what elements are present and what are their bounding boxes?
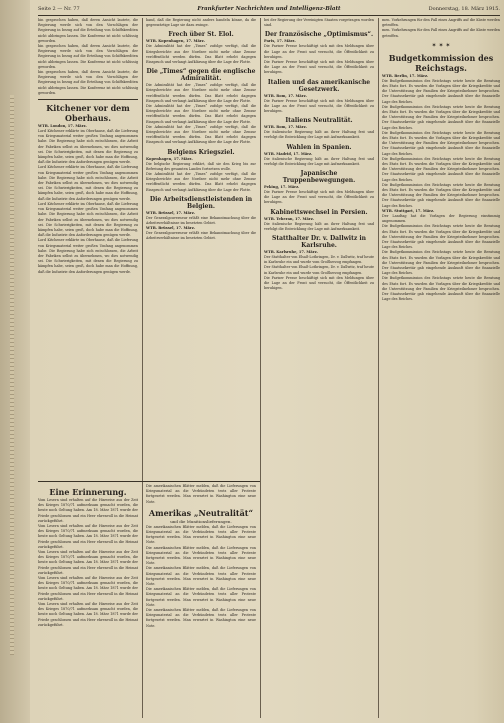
col4-intro: men. Vorkehrungen für den Fall eines Angriffs auf die Küste werden getroffen. [382,18,500,28]
page-header [38,4,500,16]
col2-dateline: WTB. Kopenhagen, 17. März. [146,39,205,44]
col3-body-f-cont: Der Statthalter von Elsaß-Lothringen, Dr. v. Dallwitz, traf heute in Karlsruhe ein und wurde vom Großherzog empfangen. [264,265,374,275]
column-1-bottom [38,484,138,718]
col3-dateline-d: Peking, 17. März. [264,185,300,190]
col3-dateline-a: WTB. Rom, 17. März. [264,93,307,98]
col4-intro-cont: men. Vorkehrungen für den Fall eines Angriffs auf die Küste werden getroffen. [382,28,500,38]
col2-body-d: Der Generalgouverneur erläßt eine Bekanntmachung über die Arbeitsverhältnisse im besetzten Gebiet. [146,231,256,241]
col1-body-2-cont3: Vom Lesern sind erhalten auf die Hinweise aus der Zeit des Krieges 1870/71 aufmerksam gemacht worden, die heute noch Geltung haben. Am 18. März 1871 wurde der Friede geschlossen und ein Heer ehrenvoll in die Heimat zurückgeführt. [38,576,138,601]
col4-body-cont6: Die Budgetkommission des Reichstags setzte heute die Beratung des Etats fort. Es wurden die Vorlagen über die Kriegskredite und die Unterstützung der Familien der Kriegsteilnehmer besprochen. Der Staatssekretär gab eingehende Auskunft über die finanzielle Lage des Reiches. [382,250,500,276]
col3-dateline-b: WTB. Rom, 17. März. [264,125,307,130]
col2-body-a-cont: Die Admiralität hat der „Times“ zufolge verfügt, daß die Kriegsberichte aus der Nordsee nicht mehr ohne Zensur veröffentlicht werden dürfen. Das Blatt erhebt dagegen Einspruch und verlangt Aufklärung über die Lage der Flotte. [146,104,256,124]
column-1-top [38,18,138,478]
col2-body-2-cont3: Die amerikanischen Blätter melden, daß die Lieferungen von Kriegsmaterial an die Verbündeten trotz aller Proteste fortgesetzt werden. Man erwartet in Washington eine neue Note. [146,587,256,607]
col2-body-c: Der Generalgouverneur erläßt eine Bekanntmachung über die Arbeitsverhältnisse im besetzten Gebiet. [146,215,256,226]
column-rule-1 [142,18,143,718]
page-number: Seite 2 — Nr. 77 [38,6,80,12]
issue-date: Donnerstag, 18. März 1915. [428,6,500,12]
col2-headline-a: Die „Times“ gegen die englische Admiralität. [146,68,256,83]
masthead-title: Frankfurter Nachrichten und Intelligenz-Blatt [197,6,341,12]
col4-body-cont7: Die Budgetkommission des Reichstags setzte heute die Beratung des Etats fort. Es wurden die Vorlagen über die Kriegskredite und die Unterstützung der Familien der Kriegsteilnehmer besprochen. Der Staatssekretär gab eingehende Auskunft über die finanzielle Lage des Reiches. [382,276,500,302]
col2-subhead-2: und die Munitionslieferungen. [170,518,232,524]
col1-headline: Kitchener vor dem Oberhaus. [46,103,130,124]
col1-body-cont3: Lord Kitchener erklärte im Oberhause, daß die Lieferung von Kriegsmaterial weiter großen Umfang angenommen habe. Die Regierung habe sich entschlossen, die Arbeit der Fabriken selbst zu übernehmen, wo dies notwendig sei. Die Schwierigkeiten, mit denen die Regierung zu kämpfen habe, seien groß, doch habe man die Hoffnung, daß die Industrie den Anforderungen genügen werde. [38,238,138,274]
column-3 [264,18,374,718]
col1-body: Lord Kitchener erklärte im Oberhause, daß die Lieferung von Kriegsmaterial weiter großen Umfang angenommen habe. Die Regierung habe sich entschlossen, die Arbeit der Fabriken selbst zu übernehmen, wo dies notwendig sei. Die Schwierigkeiten, mit denen die Regierung zu kämpfen habe, seien groß, doch habe man die Hoffnung, daß die Industrie den Anforderungen genügen werde. [38,129,138,165]
col1-body-2-cont4: Vom Lesern sind erhalten auf die Hinweise aus der Zeit des Krieges 1870/71 aufmerksam gemacht worden, die heute noch Geltung haben. Am 18. März 1871 wurde der Friede geschlossen und ein Heer ehrenvoll in die Heimat zurückgeführt. [38,602,138,627]
column-rule-2 [260,18,261,718]
binding-stack [10,95,14,655]
col3-body-e: Die italienische Regierung hält an ihrer Haltung fest und verfolgt die Entwicklung der Lage mit Aufmerksamkeit. [264,221,374,231]
col3-headline-a: Italien und das amerikanische Gesetzwerk. [267,78,371,93]
col3-dateline-e: WTB. Teheran, 17. März. [264,216,315,221]
col2-body-b-cont: Die Admiralität hat der „Times“ zufolge verfügt, daß die Kriegsberichte aus der Nordsee nicht mehr ohne Zensur veröffentlicht werden dürfen. Das Blatt erhebt dagegen Einspruch und verlangt Aufklärung über die Lage der Flotte. [146,172,256,192]
col3-intro: bei der Regierung der Vereinigten Staaten vorgetragen worden sind. [264,18,374,28]
col3-body: Die Pariser Presse beschäftigt sich mit den Meldungen über die Lage an der Front und versucht, die Öffentlichkeit zu beruhigen. [264,44,374,59]
col3-body-f-cont2: Die Pariser Presse beschäftigt sich mit den Meldungen über die Lage an der Front und versucht, die Öffentlichkeit zu beruhigen. [264,275,374,291]
binding-edge [0,0,30,723]
col2-filler: Die Admiralität hat der „Times“ zufolge verfügt, daß die Kriegsberichte aus der Nordsee nicht mehr ohne Zensur veröffentlicht werden dürfen. Das Blatt erhebt dagegen Einspruch und verlangt Aufklärung über die Lage der Flotte. [146,44,256,65]
col1-dateline: WTB. London, 17. März. [38,124,87,129]
col3-body-c: Die italienische Regierung hält an ihrer Haltung fest und verfolgt die Entwicklung der Lage mit Aufmerksamkeit. [264,156,374,166]
col2-headline-c: Die Arbeitsdienstleistenden in Belgien. [149,195,253,210]
col3-headline-b: Italiens Neutralität. [285,117,353,125]
col4-dateline: WTB. Berlin, 17. März. [382,73,429,78]
col3-body-cont: Die Pariser Presse beschäftigt sich mit den Meldungen über die Lage an der Front und versucht, die Öffentlichkeit zu beruhigen. [264,60,374,75]
col4-body: Die Budgetkommission des Reichstags setzte heute die Beratung des Etats fort. Es wurden die Vorlagen über die Kriegskredite und die Unterstützung der Familien der Kriegsteilnehmer besprochen. Der Staatssekretär gab eingehende Auskunft über die finanzielle Lage des Reiches. [382,78,500,104]
divider [38,99,138,100]
col3-headline-d: Japanische Truppenbewegungen. [282,170,356,185]
col1-body-cont: Lord Kitchener erklärte im Oberhause, daß die Lieferung von Kriegsmaterial weiter großen Umfang angenommen habe. Die Regierung habe sich entschlossen, die Arbeit der Fabriken selbst zu übernehmen, wo dies notwendig sei. Die Schwierigkeiten, mit denen die Regierung zu kämpfen habe, seien groß, doch habe man die Hoffnung, daß die Industrie den Anforderungen genügen werde. [38,165,138,201]
col3-body-f: Der Statthalter von Elsaß-Lothringen, Dr. v. Dallwitz, traf heute in Karlsruhe ein und wurde vom Großherzog empfangen. [264,255,374,265]
col4-headline: Budgetkommission des Reichstags. [388,52,494,73]
col4-body-cont3: Die Budgetkommission des Reichstags setzte heute die Beratung des Etats fort. Es wurden die Vorlagen über die Kriegskredite und die Unterstützung der Familien der Kriegsteilnehmer besprochen. Der Staatssekretär gab eingehende Auskunft über die finanzielle Lage des Reiches. [382,156,500,182]
col2-headline: Frech über St. Elol. [168,31,234,39]
column-4 [382,18,500,718]
col4-body-cont2: Die Budgetkommission des Reichstags setzte heute die Beratung des Etats fort. Es wurden die Vorlagen über die Kriegskredite und die Unterstützung der Familien der Kriegsteilnehmer besprochen. Der Staatssekretär gab eingehende Auskunft über die finanzielle Lage des Reiches. [382,130,500,156]
col2-body-a: Die Admiralität hat der „Times“ zufolge verfügt, daß die Kriegsberichte aus der Nordsee nicht mehr ohne Zensur veröffentlicht werden dürfen. Das Blatt erhebt dagegen Einspruch und verlangt Aufklärung über die Lage der Flotte. [146,83,256,103]
col1-body-2-cont2: Vom Lesern sind erhalten auf die Hinweise aus der Zeit des Krieges 1870/71 aufmerksam gemacht worden, die heute noch Geltung haben. Am 18. März 1871 wurde der Friede geschlossen und ein Heer ehrenvoll in die Heimat zurückgeführt. [38,550,138,575]
col4-body-cont: Die Budgetkommission des Reichstags setzte heute die Beratung des Etats fort. Es wurden die Vorlagen über die Kriegskredite und die Unterstützung der Familien der Kriegsteilnehmer besprochen. Der Staatssekretär gab eingehende Auskunft über die finanzielle Lage des Reiches. [382,104,500,130]
col3-headline-f: Statthalter Dr. v. Dallwitz in Karlsruhe. [272,235,366,250]
col3-headline-e: Kabinettswechsel in Persien. [270,208,368,216]
col4-body-cont5: Die Budgetkommission des Reichstags setzte heute die Beratung des Etats fort. Es wurden die Vorlagen über die Kriegskredite und die Unterstützung der Familien der Kriegsteilnehmer besprochen. Der Staatssekretär gab eingehende Auskunft über die finanzielle Lage des Reiches. [382,224,500,250]
col1-body-2: Vom Lesern sind erhalten auf die Hinweise aus der Zeit des Krieges 1870/71 aufmerksam gemacht worden, die heute noch Geltung haben. Am 18. März 1871 wurde der Friede geschlossen und ein Heer ehrenvoll in die Heimat zurückgeführt. [38,498,138,523]
col2-dateline-c: WTB. Brüssel, 17. März. [146,210,195,215]
column-2-bottom [146,484,256,718]
col2-bottom-intro: Die amerikanischen Blätter melden, daß die Lieferungen von Kriegsmaterial an die Verbündeten trotz aller Proteste fortgesetzt werden. Man erwartet in Washington eine neue Note. [146,484,256,504]
col3-body-b: Die italienische Regierung hält an ihrer Haltung fest und verfolgt die Entwicklung der Lage mit Aufmerksamkeit. [264,130,374,140]
col2-body-2-cont4: Die amerikanischen Blätter melden, daß die Lieferungen von Kriegsmaterial an die Verbündeten trotz aller Proteste fortgesetzt werden. Man erwartet in Washington eine neue Note. [146,608,256,628]
col1-intro-cont2: hin gesprochen haben, daß deren Ansicht lautete, die Regierung werde sich von den Vorschlägen der Regierung in bezug auf die Erteilung von Schiffskrediten nicht abbringen lassen. Die Konferenz ist nicht schlüssig geworden. [38,70,138,95]
col2-body-a-cont2: Die Admiralität hat der „Times“ zufolge verfügt, daß die Kriegsberichte aus der Nordsee nicht mehr ohne Zensur veröffentlicht werden dürfen. Das Blatt erhebt dagegen Einspruch und verlangt Aufklärung über die Lage der Flotte. [146,124,256,145]
col3-dateline-f: WTB. Karlsruhe, 17. März. [264,250,318,255]
col2-body-2: Die amerikanischen Blätter melden, daß die Lieferungen von Kriegsmaterial an die Verbündeten trotz aller Proteste fortgesetzt werden. Man erwartet in Washington eine neue Note. [146,524,256,545]
col1-headline-2: Eine Erinnerung. [49,487,127,497]
col2-intro: hand, daß die Regierung nicht anders handeln könne, da die gegenwärtige Lage sie dazu zwinge. [146,18,256,28]
col4-body-cont4: Die Budgetkommission des Reichstags setzte heute die Beratung des Etats fort. Es wurden die Vorlagen über die Kriegskredite und die Unterstützung der Familien der Kriegsteilnehmer besprochen. Der Staatssekretär gab eingehende Auskunft über die finanzielle Lage des Reiches. [382,182,500,208]
col2-body-2-cont2: Die amerikanischen Blätter melden, daß die Lieferungen von Kriegsmaterial an die Verbündeten trotz aller Proteste fortgesetzt werden. Man erwartet in Washington eine neue Note. [146,566,256,587]
col2-headline-b: Belgiens Kriegsziel. [167,148,235,156]
col4-body-b: Der Landtag hat die Vorlagen der Regierung einstimmig angenommen. [382,213,500,224]
section-rule [38,481,260,482]
col3-body-d: Die Pariser Presse beschäftigt sich mit den Meldungen über die Lage an der Front und versucht, die Öffentlichkeit zu beruhigen. [264,190,374,205]
col3-headline-c: Wahlen in Spanien. [286,143,352,151]
col3-dateline: Paris, 17. März. [264,39,296,44]
col3-body-a: Die Pariser Presse beschäftigt sich mit den Meldungen über die Lage an der Front und versucht, die Öffentlichkeit zu beruhigen. [264,98,374,114]
col2-dateline-d: WTB. Brüssel, 17. März. [146,226,195,231]
col1-body-cont2: Lord Kitchener erklärte im Oberhause, daß die Lieferung von Kriegsmaterial weiter großen Umfang angenommen habe. Die Regierung habe sich entschlossen, die Arbeit der Fabriken selbst zu übernehmen, wo dies notwendig sei. Die Schwierigkeiten, mit denen die Regierung zu kämpfen habe, seien groß, doch habe man die Hoffnung, daß die Industrie den Anforderungen genügen werde. [38,201,138,238]
column-2-top [146,18,256,478]
col1-intro-cont: hin gesprochen haben, daß deren Ansicht lautete, die Regierung werde sich von den Vorschlägen der Regierung in bezug auf die Erteilung von Schiffskrediten nicht abbringen lassen. Die Konferenz ist nicht schlüssig geworden. [38,44,138,69]
col1-intro: hin gesprochen haben, daß deren Ansicht lautete, die Regierung werde sich von den Vorschlägen der Regierung in bezug auf die Erteilung von Schiffskrediten nicht abbringen lassen. Die Konferenz ist nicht schlüssig geworden. [38,18,138,43]
col2-dateline-b: Kopenhagen, 17. März. [146,156,193,161]
col2-headline-2: Amerikas „Neutralität“ [148,507,254,518]
col2-body-b: Die belgische Regierung erklärt, daß sie den Krieg bis zur Befreiung des gesamten Landes fortsetzen wolle. [146,161,256,171]
col3-dateline-c: WTB. Madrid, 17. März. [264,151,313,156]
col1-body-2-cont: Vom Lesern sind erhalten auf die Hinweise aus der Zeit des Krieges 1870/71 aufmerksam gemacht worden, die heute noch Geltung haben. Am 18. März 1871 wurde der Friede geschlossen und ein Heer ehrenvoll in die Heimat zurückgeführt. [38,524,138,549]
col3-headline: Der französische „Optimismus“. [264,31,374,39]
column-rule-3 [378,18,379,718]
star-divider-icon: ✶ ✶ ✶ [431,41,451,49]
col2-body-2-cont: Die amerikanischen Blätter melden, daß die Lieferungen von Kriegsmaterial an die Verbündeten trotz aller Proteste fortgesetzt werden. Man erwartet in Washington eine neue Note. [146,545,256,566]
col4-dateline-b: WTB. Stuttgart, 17. März. [382,208,435,213]
